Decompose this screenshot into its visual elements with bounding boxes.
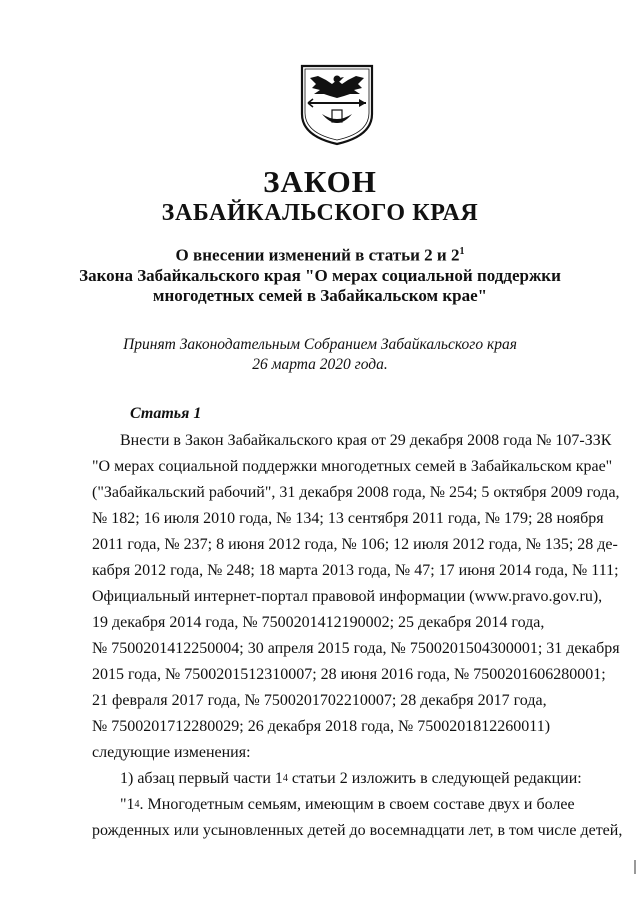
article-heading: Статья 1 <box>130 405 202 422</box>
subtitle-line-1 <box>0 242 640 266</box>
body-line: Официальный интернет-портал правовой информации (www.pravo.gov.ru), <box>92 588 603 605</box>
body-line: 19 декабря 2014 года, № 7500201412190002; 25 декабря 2014 года, <box>92 614 545 631</box>
subtitle-superscript: 1 <box>459 246 465 257</box>
region-title: ЗАБАЙКАЛЬСКОГО КРАЯ <box>161 200 479 226</box>
body-line: № 7500201712280029; 26 декабря 2018 года, № 7500201812260011) <box>92 718 551 735</box>
subtitle-line-1-text: О внесении изменений в статьи 2 и 2 <box>175 245 460 265</box>
scan-margin-mark <box>634 860 636 874</box>
amendment-item-1-suffix: статьи 2 изложить в следующей редакции: <box>287 770 582 787</box>
body-line: № 7500201412250004; 30 апреля 2015 года, № 7500201504300001; 31 декабря <box>92 640 620 657</box>
body-line: следующие изменения: <box>92 744 251 761</box>
body-line: 21 февраля 2017 года, № 7500201702210007; 28 декабря 2017 года, <box>92 692 547 709</box>
amendment-item-1-superscript: 4 <box>282 773 288 784</box>
body-line: кабря 2012 года, № 248; 18 марта 2013 года, № 47; 17 июня 2014 года, № 111; <box>92 562 619 579</box>
body-line: рожденных или усыновленных детей до восемнадцати лет, в том числе детей, <box>92 822 623 839</box>
quoted-superscript: 4 <box>134 799 140 810</box>
body-line: "О мерах социальной поддержки многодетных семей в Забайкальском крае" <box>92 458 613 475</box>
adoption-note <box>0 335 640 375</box>
body-line: 2015 года, № 7500201512310007; 28 июня 2016 года, № 7500201606280001; <box>92 666 606 683</box>
amendment-item-1-prefix: 1) абзац первый части 1 <box>120 770 283 787</box>
subtitle-line-2: Закона Забайкальского края "О мерах социальной поддержки <box>79 265 561 285</box>
adoption-date: 26 марта 2020 года. <box>252 356 388 373</box>
body-line: Внести в Закон Забайкальского края от 29 декабря 2008 года № 107-ЗЗК <box>120 432 612 449</box>
body-line: ("Забайкальский рабочий", 31 декабря 2008 года, № 254; 5 октября 2009 года, <box>92 484 620 501</box>
coat-of-arms-emblem <box>296 62 378 146</box>
law-title: ЗАКОН <box>263 164 377 199</box>
quoted-paragraph-start <box>92 792 595 818</box>
law-subtitle <box>0 242 640 306</box>
amendment-item-1 <box>92 766 595 792</box>
body-line: № 182; 16 июля 2010 года, № 134; 13 сентября 2011 года, № 179; 28 ноября <box>92 510 604 527</box>
subtitle-line-3: многодетных семей в Забайкальском крае" <box>152 285 488 305</box>
article-body <box>92 428 623 844</box>
adoption-line-1: Принят Законодательным Собранием Забайкальского края <box>123 336 517 353</box>
quoted-suffix: . Многодетным семьям, имеющим в своем составе двух и более <box>139 796 575 813</box>
body-line: 2011 года, № 237; 8 июня 2012 года, № 106; 12 июля 2012 года, № 135; 28 де- <box>92 536 618 553</box>
quoted-prefix: "1 <box>120 796 135 813</box>
